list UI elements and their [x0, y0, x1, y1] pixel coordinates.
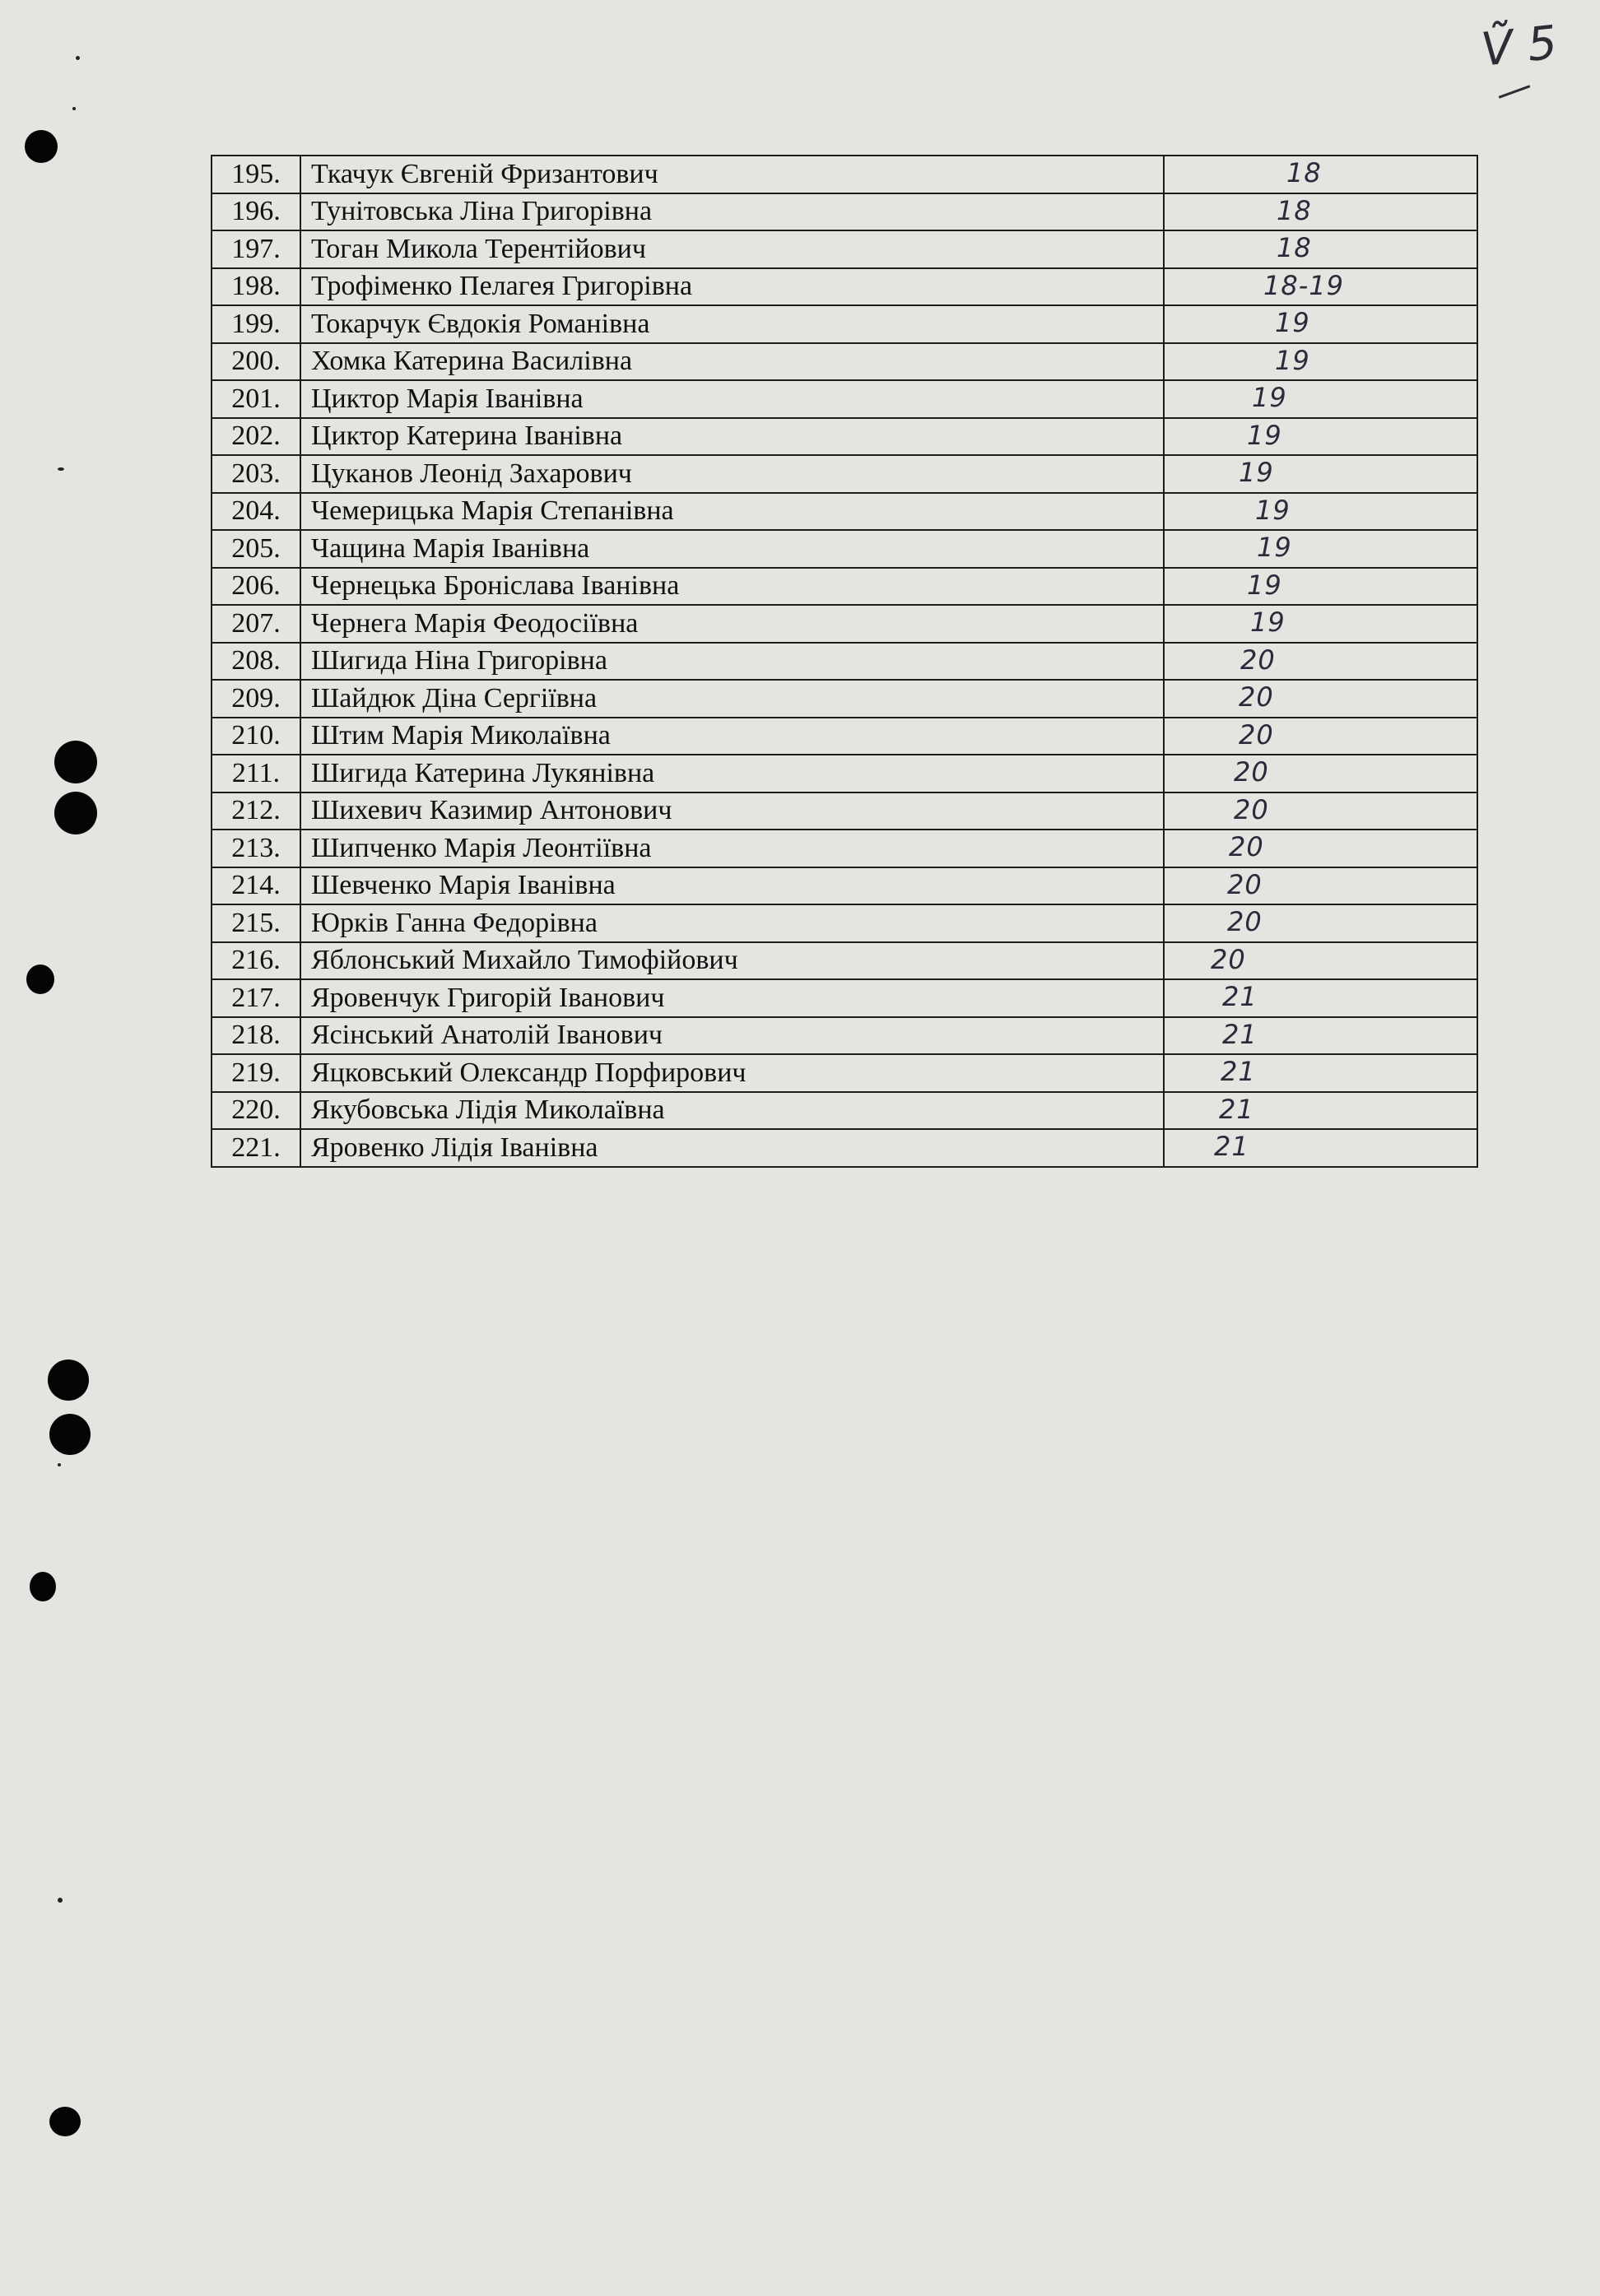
- row-number: 201.: [212, 380, 300, 418]
- person-name: Шигида Катерина Лукянівна: [300, 755, 1164, 792]
- handwritten-note: 19: [1255, 494, 1291, 526]
- handwritten-note: 20: [1239, 681, 1274, 713]
- row-number: 219.: [212, 1054, 300, 1092]
- handwritten-note-cell: [1164, 418, 1477, 456]
- handwritten-note-cell: [1164, 193, 1477, 231]
- handwritten-note-cell: [1164, 1054, 1477, 1092]
- table-row: [212, 792, 1477, 830]
- handwritten-note: 20: [1211, 943, 1246, 975]
- row-number: 216.: [212, 942, 300, 980]
- handwritten-note: 19: [1275, 307, 1310, 338]
- table-row: [212, 455, 1477, 493]
- table-row: [212, 1092, 1477, 1130]
- person-name: Циктор Катерина Іванівна: [300, 418, 1164, 456]
- person-name: Ткачук Євгеній Фризантович: [300, 156, 1164, 193]
- person-name: Якубовська Лідія Миколаївна: [300, 1092, 1164, 1130]
- row-number: 209.: [212, 680, 300, 718]
- row-number: 217.: [212, 979, 300, 1017]
- person-name: Шихевич Казимир Антонович: [300, 792, 1164, 830]
- handwritten-note-cell: [1164, 230, 1477, 268]
- handwritten-note-cell: [1164, 305, 1477, 343]
- table-row: [212, 268, 1477, 306]
- table-row: [212, 156, 1477, 193]
- handwritten-note-cell: [1164, 380, 1477, 418]
- row-number: 196.: [212, 193, 300, 231]
- handwritten-note: 18: [1286, 157, 1322, 188]
- row-number: 208.: [212, 643, 300, 681]
- person-name: Яцковський Олександр Порфирович: [300, 1054, 1164, 1092]
- table-row: [212, 230, 1477, 268]
- row-number: 198.: [212, 268, 300, 306]
- handwritten-note-cell: [1164, 1017, 1477, 1055]
- handwritten-note: 19: [1257, 532, 1292, 563]
- handwritten-page-mark: Ṽ 5: [1478, 16, 1560, 77]
- table-row: [212, 942, 1477, 980]
- handwritten-note: 19: [1239, 457, 1274, 488]
- person-name: Цуканов Леонід Захарович: [300, 455, 1164, 493]
- handwritten-note: 21: [1222, 1018, 1258, 1050]
- table-row: [212, 568, 1477, 606]
- person-name: Шипченко Марія Леонтіївна: [300, 830, 1164, 867]
- handwritten-note-cell: [1164, 568, 1477, 606]
- person-name: Штим Марія Миколаївна: [300, 718, 1164, 755]
- person-name: Тунітовська Ліна Григорівна: [300, 193, 1164, 231]
- handwritten-note-cell: [1164, 455, 1477, 493]
- table-row: [212, 1129, 1477, 1167]
- handwritten-note-cell: [1164, 605, 1477, 643]
- row-number: 200.: [212, 343, 300, 381]
- row-number: 211.: [212, 755, 300, 792]
- person-name: Шайдюк Діна Сергіївна: [300, 680, 1164, 718]
- person-name: Токарчук Євдокія Романівна: [300, 305, 1164, 343]
- row-number: 203.: [212, 455, 300, 493]
- table-row: [212, 343, 1477, 381]
- punch-hole: [26, 964, 54, 994]
- person-name: Тоган Микола Терентійович: [300, 230, 1164, 268]
- handwritten-note-cell: [1164, 904, 1477, 942]
- person-name: Яровенчук Григорій Іванович: [300, 979, 1164, 1017]
- handwritten-note-cell: [1164, 530, 1477, 568]
- row-number: 202.: [212, 418, 300, 456]
- table-row: [212, 1017, 1477, 1055]
- handwritten-note-cell: [1164, 979, 1477, 1017]
- speck: [58, 1463, 61, 1466]
- punch-hole: [48, 1359, 89, 1401]
- handwritten-note: 20: [1234, 756, 1269, 788]
- punch-hole: [49, 2107, 81, 2136]
- punch-hole: [54, 792, 97, 834]
- handwritten-note: 19: [1252, 382, 1287, 413]
- person-name: Шигида Ніна Григорівна: [300, 643, 1164, 681]
- person-name: Яровенко Лідія Іванівна: [300, 1129, 1164, 1167]
- handwritten-note-cell: [1164, 343, 1477, 381]
- person-name: Циктор Марія Іванівна: [300, 380, 1164, 418]
- table-row: [212, 643, 1477, 681]
- row-number: 207.: [212, 605, 300, 643]
- table-row: [212, 718, 1477, 755]
- handwritten-note: 20: [1227, 868, 1263, 900]
- speck: [72, 107, 76, 110]
- table-row: [212, 904, 1477, 942]
- handwritten-note: 19: [1247, 569, 1282, 601]
- register-body: [212, 156, 1477, 1167]
- handwritten-note-cell: [1164, 643, 1477, 681]
- table-row: [212, 830, 1477, 867]
- row-number: 206.: [212, 568, 300, 606]
- table-row: [212, 867, 1477, 905]
- handwritten-note-cell: [1164, 268, 1477, 306]
- row-number: 204.: [212, 493, 300, 531]
- handwritten-note: 21: [1214, 1131, 1249, 1162]
- table-row: [212, 380, 1477, 418]
- person-name: Шевченко Марія Іванівна: [300, 867, 1164, 905]
- punch-hole: [54, 741, 97, 783]
- speck: [58, 1898, 63, 1903]
- table-row: [212, 530, 1477, 568]
- row-number: 210.: [212, 718, 300, 755]
- handwritten-note: 19: [1275, 344, 1310, 376]
- row-number: 212.: [212, 792, 300, 830]
- handwritten-note: 21: [1222, 981, 1258, 1012]
- person-name: Чащина Марія Іванівна: [300, 530, 1164, 568]
- handwritten-note-cell: [1164, 792, 1477, 830]
- handwritten-note: 20: [1240, 644, 1276, 676]
- row-number: 195.: [212, 156, 300, 193]
- punch-hole: [30, 1572, 56, 1601]
- punch-hole: [25, 130, 58, 163]
- handwritten-note: 20: [1229, 831, 1264, 862]
- handwritten-note: 18: [1277, 232, 1312, 263]
- handwritten-note-cell: [1164, 156, 1477, 193]
- row-number: 205.: [212, 530, 300, 568]
- handwritten-note: 20: [1227, 906, 1263, 937]
- table-row: [212, 193, 1477, 231]
- row-number: 215.: [212, 904, 300, 942]
- handwritten-mark-dash: [1499, 85, 1531, 98]
- table-row: [212, 680, 1477, 718]
- person-name: Яблонський Михайло Тимофійович: [300, 942, 1164, 980]
- speck: [76, 56, 80, 60]
- handwritten-note: 20: [1234, 793, 1269, 825]
- handwritten-note-cell: [1164, 867, 1477, 905]
- handwritten-note-cell: [1164, 680, 1477, 718]
- row-number: 213.: [212, 830, 300, 867]
- speck: [58, 467, 64, 471]
- person-name: Ясінський Анатолій Іванович: [300, 1017, 1164, 1055]
- row-number: 197.: [212, 230, 300, 268]
- handwritten-note: 21: [1219, 1093, 1254, 1125]
- person-register-table: [211, 155, 1478, 1168]
- person-name: Чернецька Броніслава Іванівна: [300, 568, 1164, 606]
- person-name: Чернега Марія Феодосіївна: [300, 605, 1164, 643]
- handwritten-note-cell: [1164, 718, 1477, 755]
- row-number: 221.: [212, 1129, 300, 1167]
- person-name: Чемерицька Марія Степанівна: [300, 493, 1164, 531]
- handwritten-note: 21: [1221, 1056, 1256, 1087]
- table-row: [212, 605, 1477, 643]
- handwritten-note-cell: [1164, 942, 1477, 980]
- handwritten-note: 19: [1247, 419, 1282, 451]
- handwritten-note: 20: [1239, 718, 1274, 751]
- row-number: 214.: [212, 867, 300, 905]
- handwritten-note-cell: [1164, 1129, 1477, 1167]
- handwritten-note: 18-19: [1263, 269, 1344, 301]
- row-number: 199.: [212, 305, 300, 343]
- handwritten-note-cell: [1164, 755, 1477, 792]
- handwritten-note: 18: [1277, 194, 1312, 226]
- handwritten-note-cell: [1164, 830, 1477, 867]
- table-row: [212, 1054, 1477, 1092]
- person-name: Хомка Катерина Василівна: [300, 343, 1164, 381]
- table-row: [212, 418, 1477, 456]
- table-row: [212, 493, 1477, 531]
- table-row: [212, 755, 1477, 792]
- row-number: 220.: [212, 1092, 300, 1130]
- person-name: Юрків Ганна Федорівна: [300, 904, 1164, 942]
- row-number: 218.: [212, 1017, 300, 1055]
- table-row: [212, 305, 1477, 343]
- handwritten-note-cell: [1164, 493, 1477, 531]
- handwritten-note-cell: [1164, 1092, 1477, 1130]
- handwritten-note: 19: [1250, 607, 1286, 638]
- person-name: Трофіменко Пелагея Григорівна: [300, 268, 1164, 306]
- table-row: [212, 979, 1477, 1017]
- punch-hole: [49, 1414, 91, 1455]
